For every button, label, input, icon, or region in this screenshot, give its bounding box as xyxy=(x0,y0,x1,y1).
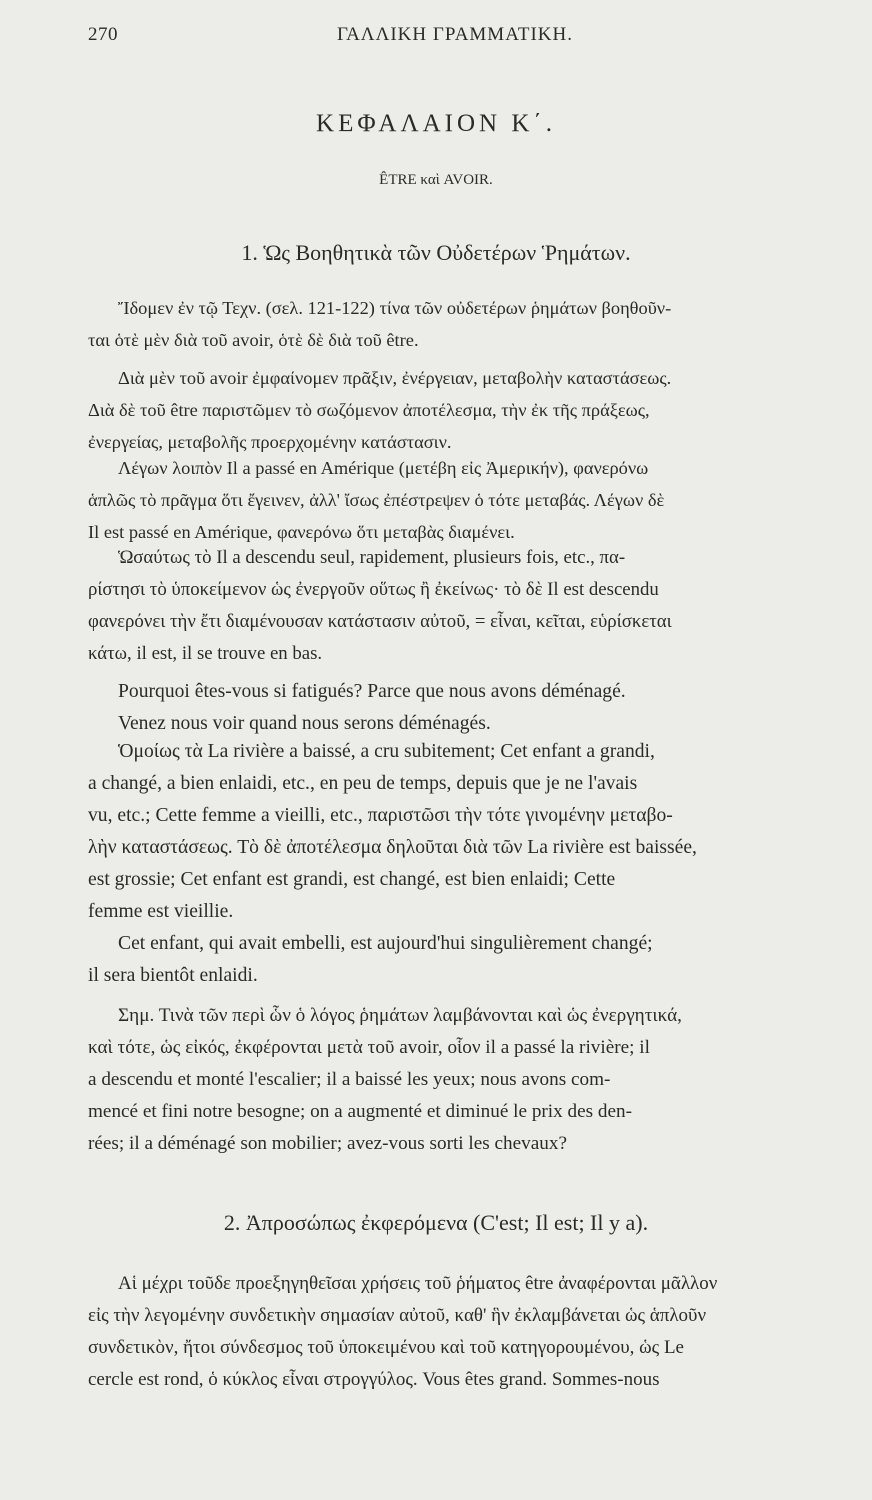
text-line: mencé et fini notre besogne; on a augmenté et diminué le prix des den- xyxy=(88,1101,632,1122)
paragraph xyxy=(88,928,824,992)
paragraph xyxy=(88,452,824,548)
text-line: a descendu et monté l'escalier; il a baissé les yeux; nous avons com- xyxy=(88,1069,611,1090)
paragraph xyxy=(88,1268,824,1396)
text-line: Ὡσαύτως τὸ Il a descendu seul, rapidement, plusieurs fois, etc., πα- xyxy=(118,547,626,568)
running-head xyxy=(88,24,822,54)
text-line: φανερόνει τὴν ἔτι διαμένουσαν κατάστασιν αὐτοῦ, = εἶναι, κεῖται, εὑρίσκεται xyxy=(88,611,672,632)
text-line: λὴν καταστάσεως. Τὸ δὲ ἀποτέλεσμα δηλοῦται διὰ τῶν La rivière est baissée, xyxy=(88,837,697,858)
note-paragraph xyxy=(88,1000,824,1160)
paragraph xyxy=(88,736,824,928)
text-line: rées; il a déménagé son mobilier; avez-vous sorti les chevaux? xyxy=(88,1133,567,1154)
text-line: Pourquoi êtes-vous si fatigués? Parce que nous avons déménagé. xyxy=(118,681,626,702)
section-heading-1: 1. Ὡς Βοηθητικὰ τῶν Οὐδετέρων Ῥημάτων. xyxy=(241,240,631,265)
text-line: Σημ. Τινὰ τῶν περὶ ὧν ὁ λόγος ῥημάτων λαμβάνονται καὶ ὡς ἐνεργητικά, xyxy=(118,1005,682,1026)
paragraph xyxy=(88,292,824,356)
text-line: Διὰ δὲ τοῦ être παριστῶμεν τὸ σωζόμενον ἀποτέλεσμα, τὴν ἐκ τῆς πράξεως, xyxy=(88,400,650,420)
text-line: συνδετικὸν, ἤτοι σύνδεσμος τοῦ ὑποκειμένου καὶ τοῦ κατηγορουμένου, ὡς Le xyxy=(88,1337,684,1358)
text-line: vu, etc.; Cette femme a vieilli, etc., παριστῶσι τὴν τότε γινομένην μεταβο- xyxy=(88,805,673,826)
text-line: ται ὁτὲ μὲν διὰ τοῦ avoir, ὁτὲ δὲ διὰ τοῦ être. xyxy=(88,330,419,350)
text-line: il sera bientôt enlaidi. xyxy=(88,965,258,986)
text-line: Αἱ μέχρι τοῦδε προεξηγηθεῖσαι χρήσεις τοῦ ῥήματος être ἀναφέρονται μᾶλλον xyxy=(118,1273,718,1294)
page-number: 270 xyxy=(88,24,118,45)
text-line: ἐνεργείας, μεταβολῆς προερχομένην κατάστασιν. xyxy=(88,432,452,452)
text-line: femme est vieillie. xyxy=(88,901,234,922)
running-title: ΓΑΛΛΙΚΗ ΓΡΑΜΜΑΤΙΚΗ. xyxy=(337,24,573,45)
text-line: Ἴδομεν ἐν τῷ Τεχν. (σελ. 121-122) τίνα τῶν οὐδετέρων ῥημάτων βοηθοῦν- xyxy=(118,298,672,318)
text-line: κάτω, il est, il se trouve en bas. xyxy=(88,643,323,664)
text-line: Διὰ μὲν τοῦ avoir ἐμφαίνομεν πρᾶξιν, ἐνέργειαν, μεταβολὴν καταστάσεως. xyxy=(118,368,672,388)
chapter-subtitle: ÊTRE καὶ AVOIR. xyxy=(379,172,493,188)
paragraph xyxy=(88,542,824,670)
text-line: Ὁμοίως τὰ La rivière a baissé, a cru subitement; Cet enfant a grandi, xyxy=(118,741,655,762)
text-line: εἰς τὴν λεγομένην συνδετικὴν σημασίαν αὐτοῦ, καθ' ἣν ἐκλαμβάνεται ὡς ἁπλοῦν xyxy=(88,1305,707,1326)
text-line: καὶ τότε, ὡς εἰκός, ἐκφέρονται μετὰ τοῦ avoir, οἷον il a passé la rivière; il xyxy=(88,1037,650,1058)
section-heading-2: 2. Ἀπροσώπως ἐκφερόμενα (C'est; Il est; Il y a). xyxy=(223,1210,649,1235)
text-line: est grossie; Cet enfant est grandi, est changé, est bien enlaidi; Cette xyxy=(88,869,616,890)
text-line: ἁπλῶς τὸ πρᾶγμα ὅτι ἔγεινεν, ἀλλ' ἴσως ἐπέστρεψεν ὁ τότε μεταβάς. Λέγων δὲ xyxy=(88,490,665,510)
paragraph xyxy=(88,676,824,708)
text-line: Venez nous voir quand nous serons déménagés. xyxy=(118,713,491,734)
text-line: a changé, a bien enlaidi, etc., en peu de temps, depuis que je ne l'avais xyxy=(88,773,638,794)
text-line: ρίστησι τὸ ὑποκείμενον ὡς ἐνεργοῦν οὕτως ἢ ἐκείνως· τὸ δὲ Il est descendu xyxy=(88,579,659,600)
text-line: Cet enfant, qui avait embelli, est aujourd'hui singulièrement changé; xyxy=(118,933,653,954)
text-line: cercle est rond, ὁ κύκλος εἶναι στρογγύλος. Vous êtes grand. Sommes-nous xyxy=(88,1369,660,1390)
chapter-title: ΚΕΦΑΛΑΙΟΝ Κ΄. xyxy=(316,110,556,137)
text-line: Il est passé en Amérique, φανερόνω ὅτι μεταβὰς διαμένει. xyxy=(88,522,515,542)
text-line: Λέγων λοιπὸν Il a passé en Amérique (μετέβη εἰς Ἀμερικήν), φανερόνω xyxy=(118,458,649,478)
paragraph xyxy=(88,362,824,458)
